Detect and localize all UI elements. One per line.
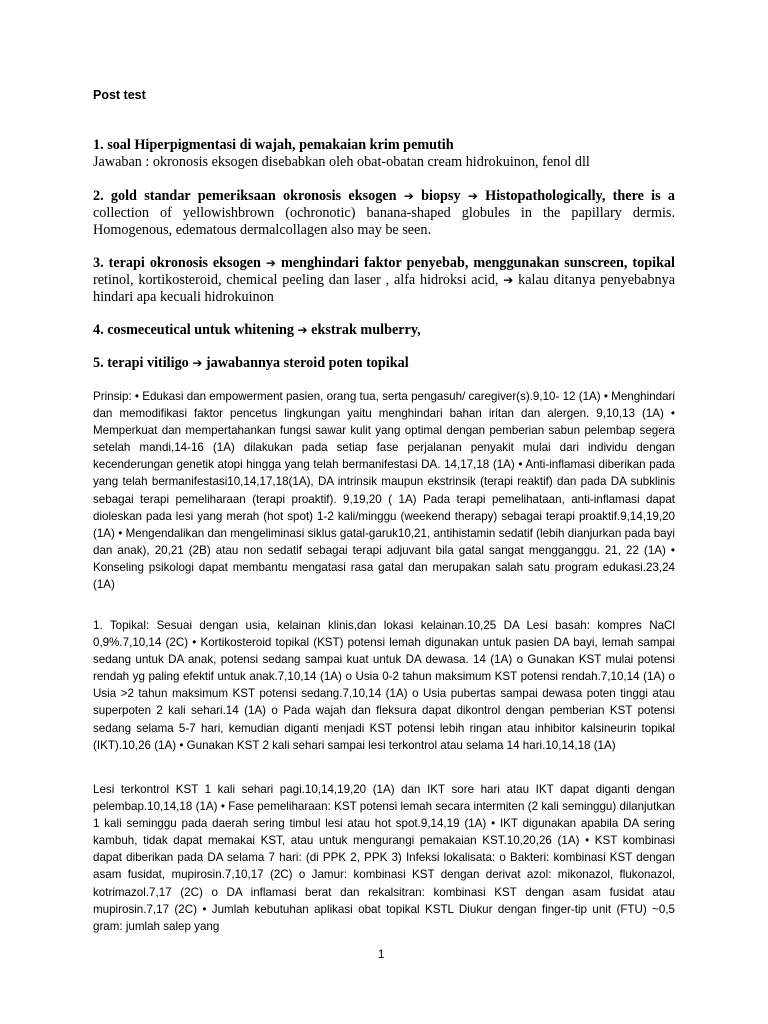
paragraph-lesi-terkontrol: Lesi terkontrol KST 1 kali sehari pagi.10,14,19,20 (1A) dan IKT sore hari atau IKT dapat diganti dengan pelembap.10,14,18 (1A) • Fase pemeliharaan: KST potensi lemah secara intermiten (2 kali seminggu) dilanjutkan 1 kali seminggu pada daerah sering timbul lesi atau hot spot.9,14,19 (1A) • IKT digunakan apabila DA sering kambuh, tidak dapat memakai KST, atau untuk mengurangi pemakaian KST.10,20,26 (1A) • KST kombinasi dapat diberikan pada DA selama 7 hari: (di PPK 2, PPK 3) Infeksi lokalisata: o Bakteri: kombinasi KST dengan asam fusidat, mupirosin.7,10,17 (2C) o Jamur: kombinasi KST dengan derivat azol: mikonazol, flukonazol, kotrimazol.7,17 (2C) o DA inflamasi berat dan rekalsitran: kombinasi KST dengan asam fusidat atau mupirosin.7,17 (2C) • Jumlah kebutuhan aplikasi obat topikal KSTL Diukur dengan finger-tip unit (FTU) ~0,5 gram: jumlah salep yang bbox=[93, 783, 675, 933]
question-4-answer: ekstrak mulberry, bbox=[311, 322, 421, 338]
question-3 bbox=[93, 255, 675, 306]
question-2-answer-b: Histopathologically, there is a bbox=[485, 188, 676, 204]
arrow-icon: ➔ bbox=[265, 256, 276, 270]
question-1-answer: Jawaban : okronosis eksogen disebabkan oleh obat-obatan cream hidrokuinon, fenol dll bbox=[93, 154, 590, 170]
question-5-answer: jawabannya steroid poten topikal bbox=[205, 355, 409, 371]
question-3-answer: menghindari faktor penyebab, menggunakan sunscreen, topikal bbox=[280, 255, 675, 271]
question-3-text-b: kalau ditanya penyebabnya hindari apa kecuali hidrokuinon bbox=[93, 272, 675, 305]
arrow-icon: ➔ bbox=[467, 189, 478, 203]
question-5 bbox=[93, 355, 675, 372]
arrow-icon: ➔ bbox=[297, 323, 308, 337]
arrow-icon: ➔ bbox=[503, 273, 514, 287]
paragraph-topikal: 1. Topikal: Sesuai dengan usia, kelainan klinis,dan lokasi kelainan.10,25 DA Lesi basah: kompres NaCl 0,9%.7,10,14 (2C) • Kortikosteroid topikal (KST) potensi lemah digunakan untuk pasien DA bayi, lemah sampai sedang untuk DA anak, potensi sedang sampai kuat untuk DA dewasa. 14 (1A) o Gunakan KST mulai potensi rendah yg paling efektif untuk anak.7,10,14 (1A) o Usia 0-2 tahun maksimum KST potensi rendah.7,10,14 (1A) o Usia >2 tahun maksimum KST potensi sedang.7,10,14 (1A) o Usia pubertas sampai dewasa poten tinggi atau superpoten 2 kali sehari.14 (1A) o Pada wajah dan fleksura dapat dikontrol dengan pemberian KST potensi sedang selama 5-7 hari, kemudian diganti menjadi KST potensi lebih ringan atau inhibitor kalsineurin topikal (IKT).10,26 (1A) • Gunakan KST 2 kali sehari sampai lesi terkontrol atau selama 14 hari.10,14,18 (1A) bbox=[93, 619, 675, 752]
page-number: 1 bbox=[378, 949, 385, 961]
question-2-answer-a: biopsy bbox=[421, 188, 461, 204]
arrow-icon: ➔ bbox=[192, 356, 203, 370]
question-1-heading: 1. soal Hiperpigmentasi di wajah, pemakaian krim pemutih bbox=[93, 137, 454, 153]
question-2-text: collection of yellowishbrown (ochronotic) banana-shaped globules in the papillary dermis. Homogenous, edematous dermalcollagen also may be seen. bbox=[93, 205, 675, 238]
question-2 bbox=[93, 188, 675, 239]
question-1 bbox=[93, 137, 675, 171]
question-2-heading: 2. gold standar pemeriksaan okronosis eksogen bbox=[93, 188, 397, 204]
question-3-heading: 3. terapi okronosis eksogen bbox=[93, 255, 261, 271]
question-3-text-a: retinol, kortikosteroid, chemical peeling dan laser , alfa hidroksi acid, bbox=[93, 272, 499, 288]
arrow-icon: ➔ bbox=[403, 189, 414, 203]
question-5-heading: 5. terapi vitiligo bbox=[93, 355, 189, 371]
paragraph-prinsip: Prinsip: • Edukasi dan empowerment pasien, orang tua, serta pengasuh/ caregiver(s).9,10- 12 (1A) • Menghindari dan memodifikasi faktor pencetus lingkungan yaitu menghindari bahan iritan dan alergen. 9,10,13 (1A) • Memperkuat dan mempertahankan fungsi sawar kulit yang optimal dengan pemberian sabun pelembap segera setelah mandi,14-16 (1A) dilakukan pada setiap fase perjalanan penyakit mulai dari individu dengan kecenderungan genetik atopi hingga yang telah bermanifestasi DA. 14,17,18 (1A) • Anti-inflamasi diberikan pada yang telah bermanifestasi10,14,17,18(1A), DA intrinsik maupun ekstrinsik (terapi reaktif) dan pada DA subklinis sebagai terapi pemeliharaan (terapi proaktif). 9,19,20 ( 1A) Pada terapi pemelihataan, anti-inflamasi dapat dioleskan pada lesi yang merah (hot spot) 1-2 kali/minggu (weekend therapy) sebagai terapi proaktif.9,14,19,20 (1A) • Mengendalikan dan mengeliminasi siklus gatal-garuk10,21, antihistamin sedatif (lebih dianjurkan pada bayi dan anak), 20,21 (2B) atau non sedatif sebagai terapi adjuvant bila gatal sangat mengganggu. 21, 22 (1A) • Konseling psikologi dapat membantu mengatasi rasa gatal dan merupakan salah satu program edukasi.23,24 (1A) bbox=[93, 390, 675, 592]
question-4 bbox=[93, 322, 675, 339]
question-4-heading: 4. cosmeceutical untuk whitening bbox=[93, 322, 294, 338]
document-title: Post test bbox=[93, 88, 146, 102]
